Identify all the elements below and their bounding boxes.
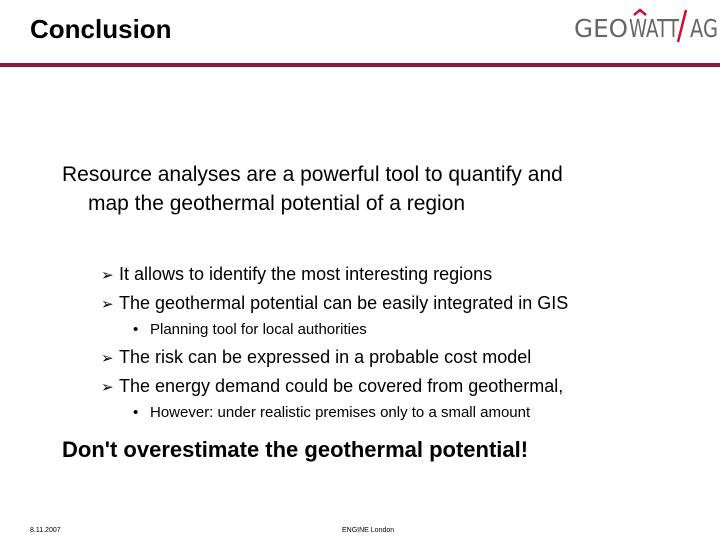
bullet-item [101,375,563,399]
arrow-bullet-icon: ➢ [101,350,114,367]
dot-bullet-icon: • [133,404,139,421]
sub-bullet-text: However: under realistic premises only to a small amount [150,404,531,421]
slide-title: Conclusion [30,14,172,44]
sub-bullet-item [133,404,530,422]
bullet-text: The risk can be expressed in a probable cost model [119,347,532,367]
bullet-item [101,292,568,316]
logo-text-watt: WATT [629,14,680,43]
footer-date: 8.11.2007 [30,527,61,534]
title-divider [0,63,720,67]
arrow-bullet-icon: ➢ [101,267,114,284]
bullet-item [101,346,531,370]
main-statement-line1: Resource analyses are a powerful tool to quantify and [62,163,563,186]
main-statement [62,160,662,218]
logo-text-geo: GEO [574,14,628,43]
arrow-bullet-icon: ➢ [101,296,114,313]
arrow-bullet-icon: ➢ [101,379,114,396]
bullet-text: The energy demand could be covered from geothermal, [119,376,564,396]
bullet-text: It allows to identify the most interesting regions [119,264,493,284]
conclusion-statement: Don't overestimate the geothermal potential! [62,437,529,462]
main-statement-line2: map the geothermal potential of a region [88,192,466,215]
sub-bullet-item [133,321,367,339]
geowatt-logo [574,6,718,46]
dot-bullet-icon: • [133,321,139,338]
bullet-item [101,263,492,287]
logo-slash-mark [678,10,686,42]
logo-text-ag: AG [690,14,718,43]
bullet-text: The geothermal potential can be easily integrated in GIS [119,293,569,313]
footer-event: ENGINE London [342,527,395,534]
sub-bullet-text: Planning tool for local authorities [150,321,367,338]
